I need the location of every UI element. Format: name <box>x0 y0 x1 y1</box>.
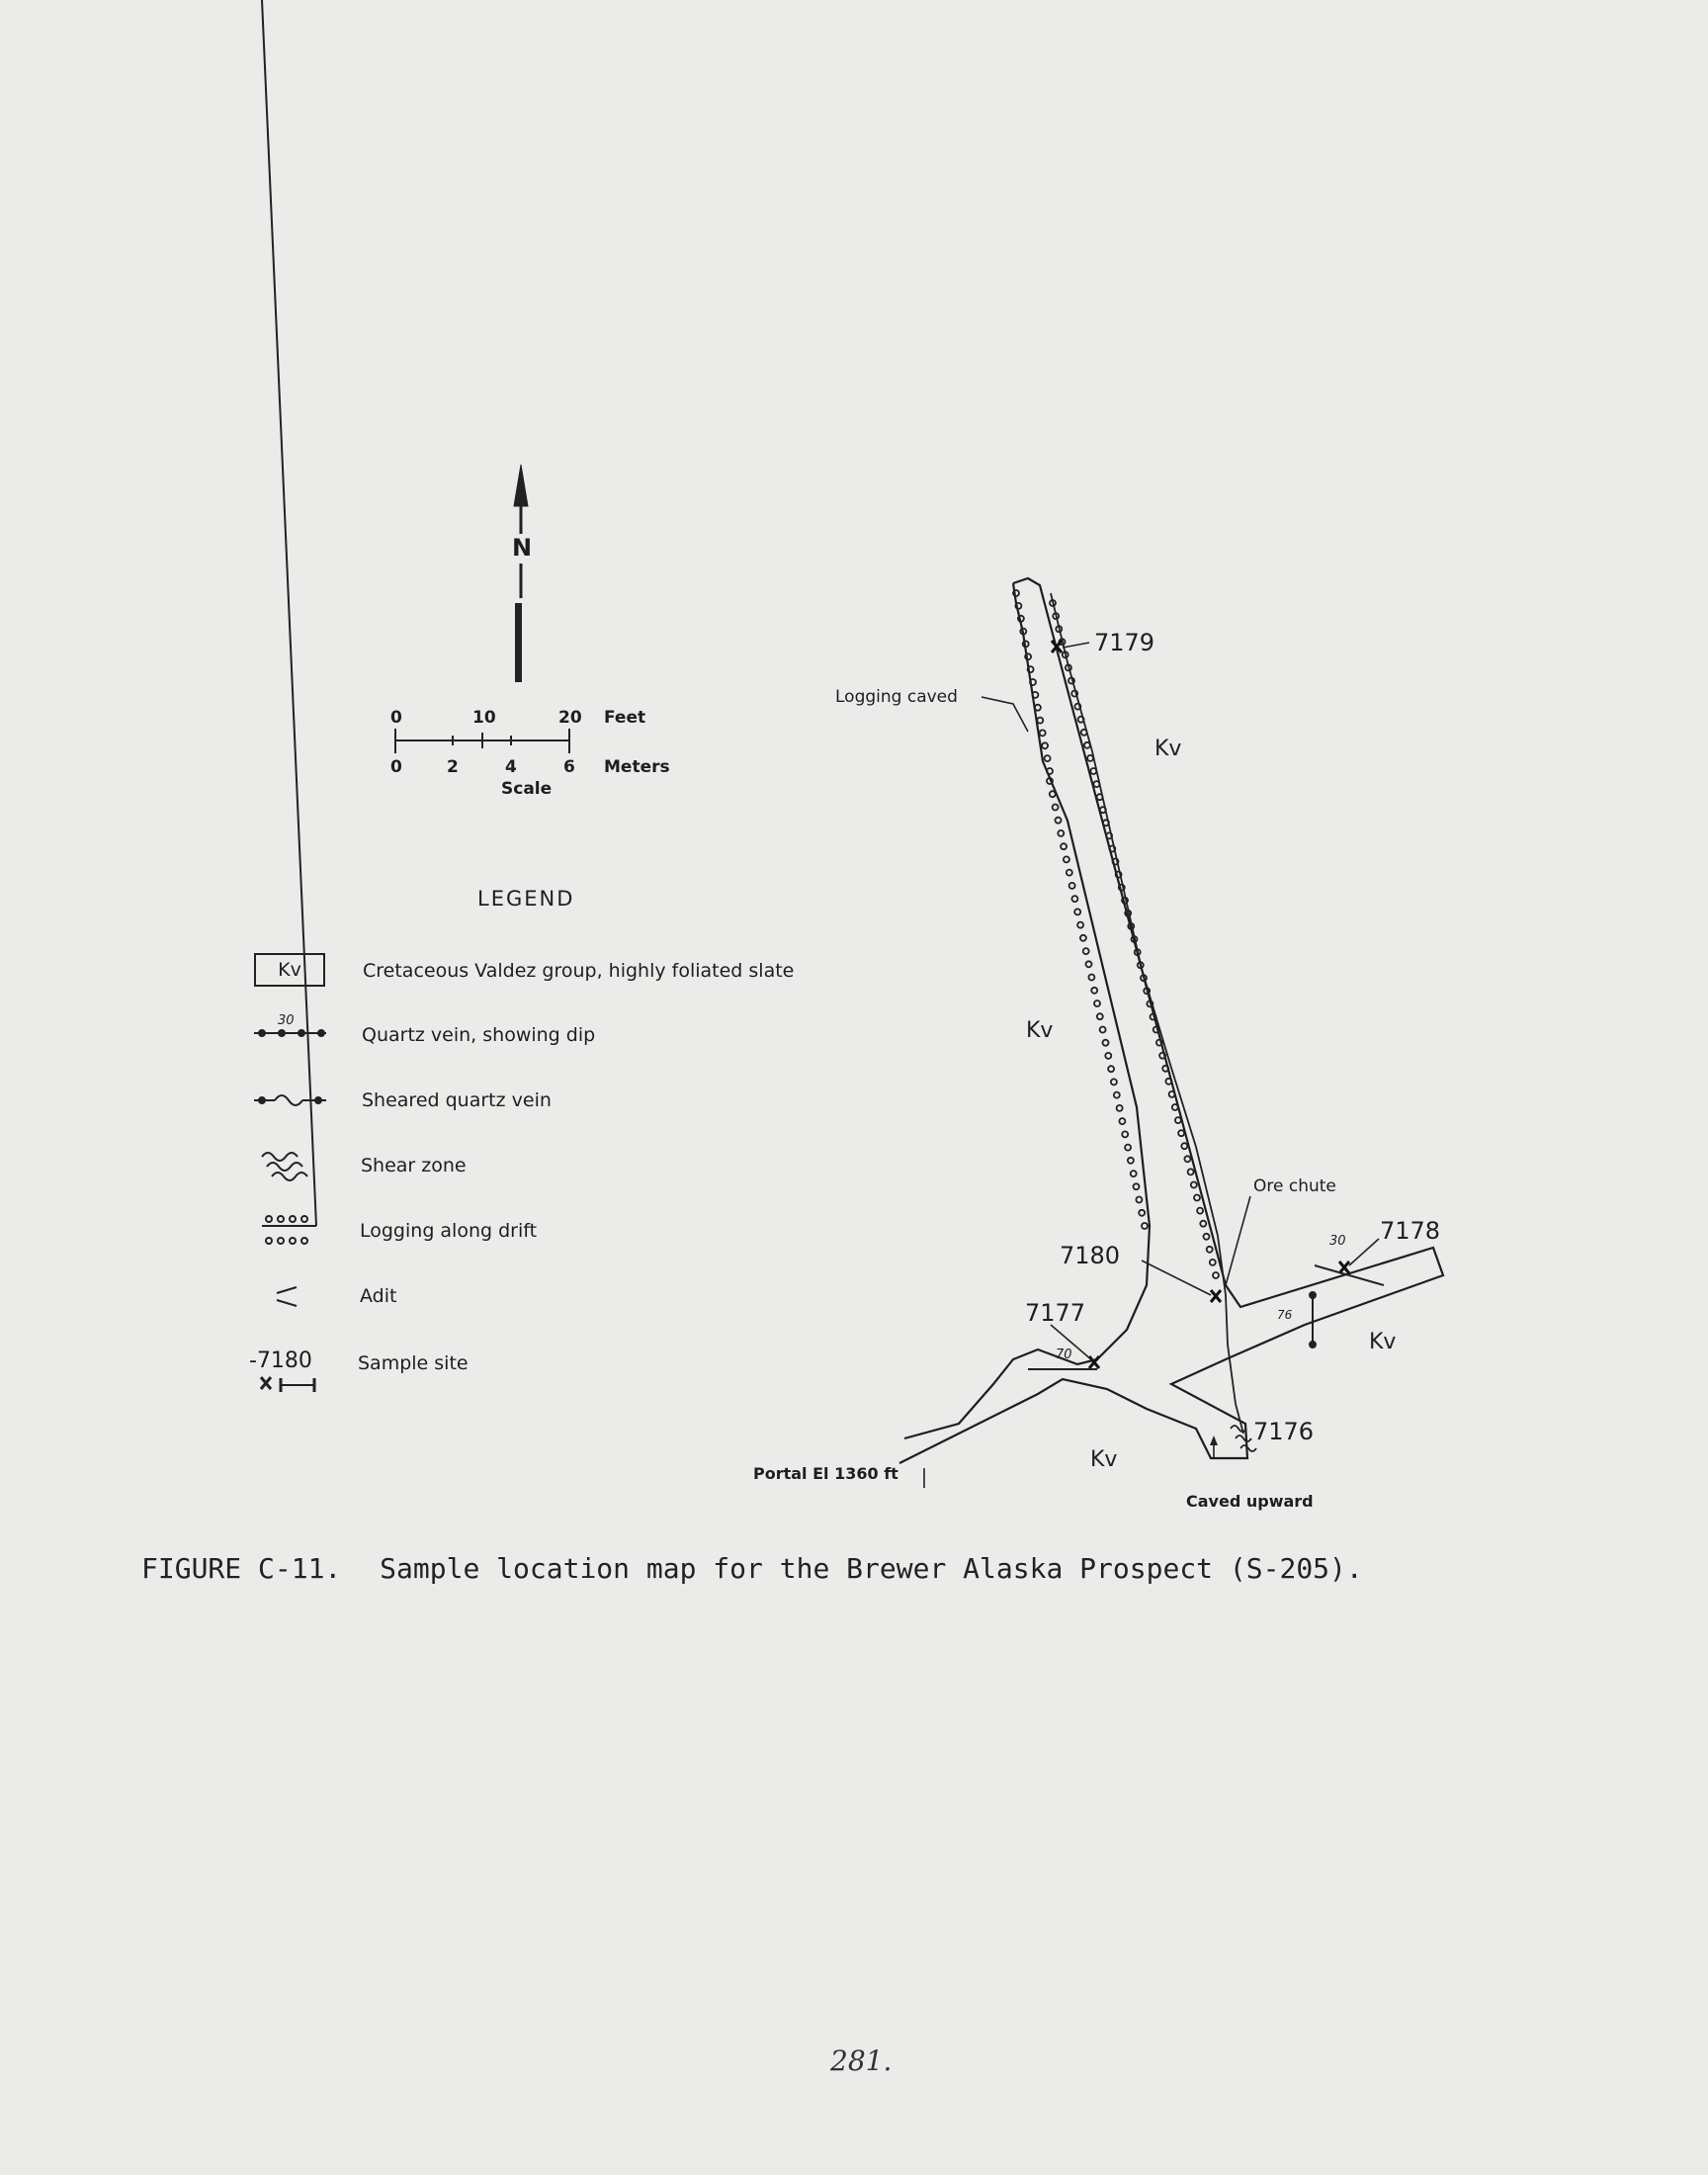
lagging-circle <box>1086 961 1092 967</box>
lagging-circle <box>1204 1234 1210 1240</box>
unit-label-kv-3: Kv <box>1369 1330 1397 1354</box>
sample-7176: 7176 <box>1253 1418 1315 1445</box>
label-logging-caved: Logging caved <box>835 687 958 707</box>
drift-outline <box>899 578 1443 1463</box>
lagging-circle <box>1114 1092 1120 1098</box>
lagging-circle <box>1108 1066 1114 1072</box>
lagging-circle <box>1091 988 1097 994</box>
lagging-circle <box>1188 1169 1194 1174</box>
lagging-circle <box>1200 1221 1206 1227</box>
lagging-circle <box>1045 755 1051 761</box>
legend-symbols <box>254 0 326 1392</box>
dip-70: 70 <box>1056 1348 1072 1362</box>
lagging-circle <box>1064 856 1069 862</box>
label-caved-upward: Caved upward <box>1186 1492 1314 1511</box>
lagging-circle <box>1040 730 1046 736</box>
figure-caption-text: Sample location map for the Brewer Alaska Prospect (S-205). <box>380 1552 1363 1585</box>
sample-7177: 7177 <box>1025 1299 1086 1327</box>
lagging-circle <box>1175 1117 1181 1123</box>
label-ore-chute: Ore chute <box>1253 1176 1336 1196</box>
lagging-circle <box>1134 1183 1140 1189</box>
legend-sample-number: -7180 <box>249 1348 312 1373</box>
lagging-circle <box>1197 1208 1203 1214</box>
mine-workings <box>899 578 1443 1463</box>
lagging-circle <box>1069 883 1075 889</box>
figure-number: FIGURE C-11. <box>141 1552 342 1585</box>
legend-item-sample-site: Sample site <box>358 1352 469 1374</box>
lagging-circle <box>1042 742 1048 748</box>
lagging-circle <box>1097 1013 1103 1019</box>
scale-unit-feet: Feet <box>604 708 646 728</box>
legend-title: LEGEND <box>477 887 575 911</box>
scale-tick-m-0: 0 <box>390 757 402 777</box>
unit-label-kv-1: Kv <box>1154 737 1182 761</box>
sample-7180: 7180 <box>1060 1242 1121 1269</box>
legend-dip-value: 30 <box>278 1013 295 1028</box>
legend-item-lagging: Logging along drift <box>360 1220 538 1242</box>
unit-label-kv-2: Kv <box>1026 1018 1054 1043</box>
lagging-circle <box>1088 975 1094 981</box>
lagging-circle <box>1181 1143 1187 1149</box>
lagging-circle <box>1100 1027 1106 1033</box>
lagging-circle <box>1111 1079 1117 1085</box>
scale-tick-m-4: 4 <box>505 757 517 777</box>
lagging-circle <box>1067 870 1072 876</box>
lagging-circle <box>1056 818 1062 824</box>
lagging-circle <box>1050 791 1056 797</box>
lagging-circle <box>1131 1171 1137 1176</box>
legend-kv-symbol: Kv <box>254 953 325 987</box>
lagging-circle <box>1058 830 1064 836</box>
lagging-circle <box>1191 1182 1197 1188</box>
dip-30: 30 <box>1329 1234 1346 1249</box>
legend-item-quartz-vein: Quartz vein, showing dip <box>362 1024 596 1046</box>
leader-lines <box>924 643 1379 1488</box>
unit-label-kv-4: Kv <box>1090 1447 1118 1472</box>
lagging-circle <box>1178 1130 1184 1136</box>
sample-7179: 7179 <box>1094 629 1155 656</box>
lagging-circle <box>1074 909 1080 914</box>
scale-tick-feet-20: 20 <box>558 708 582 728</box>
lagging-circle <box>1103 1040 1109 1046</box>
legend-item-adit: Adit <box>360 1285 397 1307</box>
lagging-circle <box>1207 1247 1213 1253</box>
legend-item-kv: Cretaceous Valdez group, highly foliated slate <box>363 960 795 982</box>
north-label: N <box>512 534 533 562</box>
lagging-circle <box>1213 1272 1219 1278</box>
scale-title: Scale <box>501 779 553 799</box>
lagging-circle <box>1035 705 1041 711</box>
scale-tick-feet-0: 0 <box>390 708 402 728</box>
lagging-circle <box>1122 1131 1128 1137</box>
scale-tick-m-6: 6 <box>563 757 575 777</box>
lagging-circle <box>1125 1145 1131 1151</box>
figure-caption <box>141 1552 1363 1585</box>
scale-bar <box>395 729 569 753</box>
lagging-circle <box>1094 1000 1100 1006</box>
lagging-circle <box>1083 948 1089 954</box>
lagging-circle <box>1061 843 1067 849</box>
label-portal: Portal El 1360 ft <box>753 1464 898 1483</box>
lagging-circle <box>1119 1118 1125 1124</box>
lagging-circle <box>1071 896 1077 902</box>
scale-unit-meters: Meters <box>604 757 670 777</box>
lagging-circle <box>1080 935 1086 941</box>
lagging-circle <box>1194 1195 1200 1201</box>
lagging-circle <box>1105 1053 1111 1059</box>
north-arrow-icon <box>514 465 528 682</box>
lagging-circle <box>1077 922 1083 928</box>
scale-tick-feet-10: 10 <box>472 708 496 728</box>
lagging-circle <box>1117 1105 1123 1111</box>
lagging-circle <box>1142 1223 1148 1229</box>
lagging-circle <box>1210 1260 1216 1265</box>
lagging-circle <box>1139 1210 1145 1216</box>
lagging-circle <box>1128 1158 1134 1164</box>
sample-7178: 7178 <box>1380 1217 1441 1245</box>
legend-item-shear-zone: Shear zone <box>361 1155 467 1176</box>
legend-item-sheared-vein: Sheared quartz vein <box>362 1089 552 1111</box>
scale-tick-m-2: 2 <box>447 757 459 777</box>
lagging-circle <box>1172 1104 1178 1110</box>
lagging-circle <box>1184 1156 1190 1162</box>
dip-76: 76 <box>1277 1308 1293 1322</box>
lagging-circle <box>1053 805 1059 811</box>
lagging-circle <box>1136 1197 1142 1203</box>
lagging-circle <box>1037 718 1043 724</box>
page-number: 281. <box>830 2044 893 2077</box>
